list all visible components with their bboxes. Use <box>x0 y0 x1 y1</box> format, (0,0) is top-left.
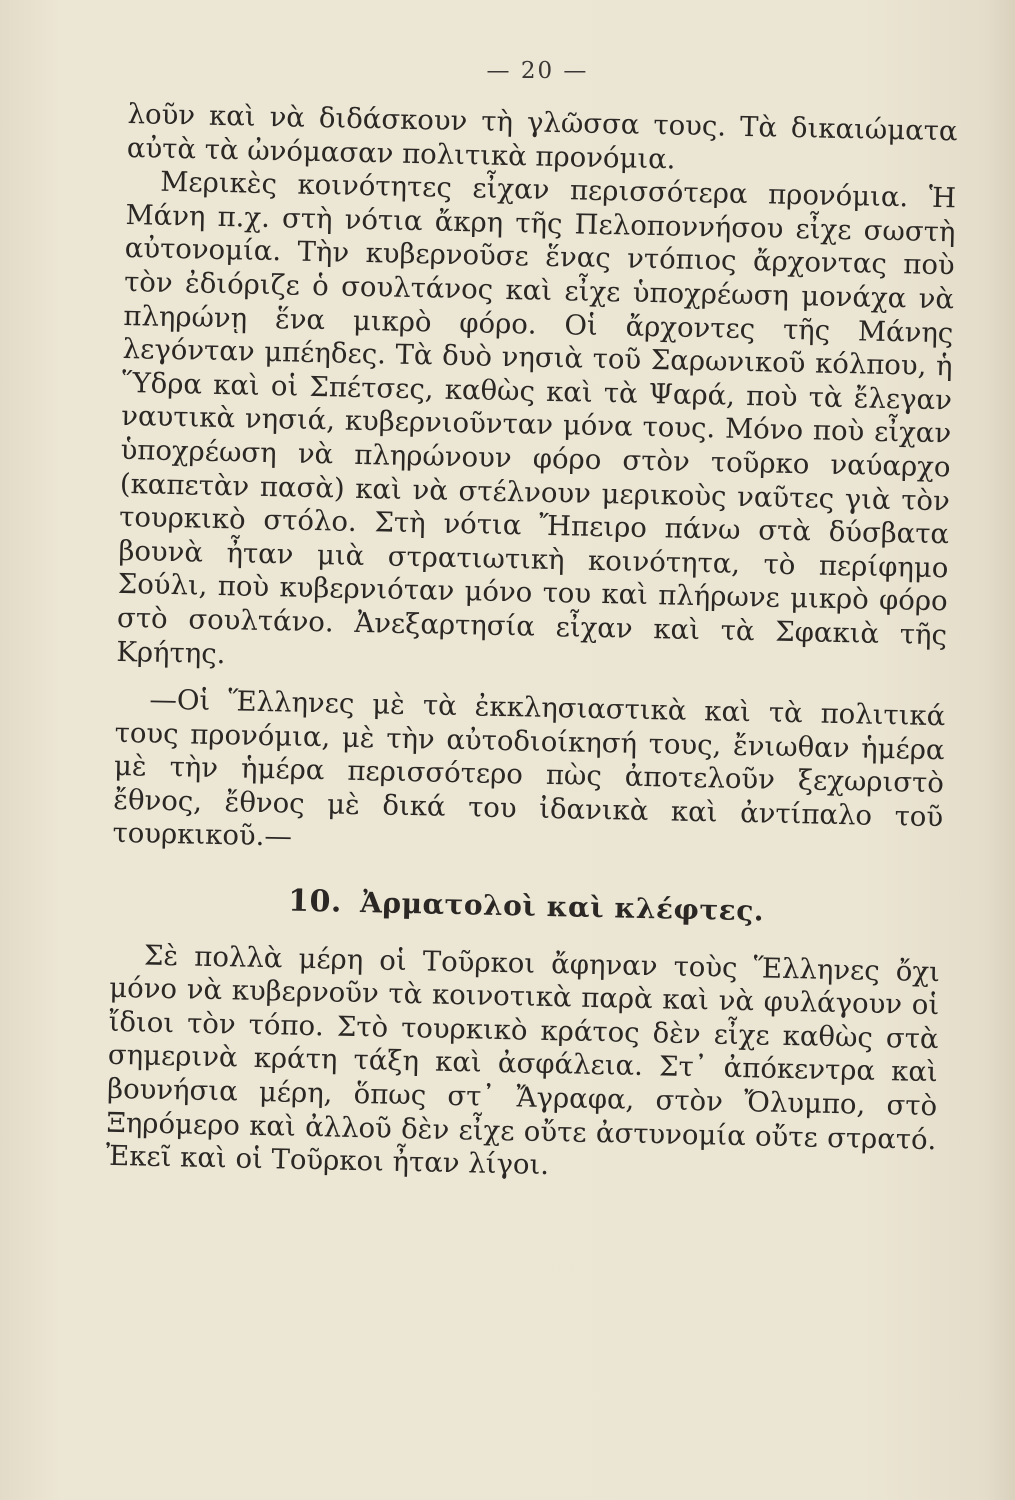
section-number: 10. <box>287 883 343 920</box>
paragraph-conclusion: —Οἱ Ἕλληνες μὲ τὰ ἐκκλησιαστικὰ καὶ τὰ πολιτικά τους προνόμια, μὲ τὴν αὐτοδιοίκησή τους, ἔνιωθαν ἡμέρα μὲ τὴν ἡμέρα περισσότερο πὼς ἀποτελοῦν ξεχωριστὸ ἔθνος, ἔθνος μὲ δικά του ἰδανικὰ καὶ ἀντίπαλο τοῦ τουρκικοῦ.— <box>112 683 946 854</box>
section-heading <box>111 881 942 932</box>
section-title: Ἀρματολοὶ καὶ κλέφτες. <box>359 886 765 928</box>
page-body <box>105 98 957 1191</box>
page-number: — 20 — <box>486 58 589 84</box>
section-paragraph: Σὲ πολλὰ μέρη οἱ Τοῦρκοι ἄφηναν τοὺς Ἕλληνες ὄχι μόνο νὰ κυβερνοῦν τὰ κοινοτικὰ παρὰ καὶ νὰ φυλάγουν οἱ ἴδιοι τὸν τόπο. Στὸ τουρκικὸ κράτος δὲν εἶχε καθὼς στὰ σημερινὰ κράτη τάξη καὶ ἀσφάλεια. Στ᾿ ἀπόκεντρα καὶ βουνήσια μέρη, ὅπως στ᾿ Ἄγραφα, στὸν Ὄλυμπο, στὸ Ξηρόμερο καὶ ἀλλοῦ δὲν εἶχε οὔτε ἀστυνομία οὔτε στρατό. Ἐκεῖ καὶ οἱ Τοῦρκοι ἦταν λίγοι. <box>105 939 941 1182</box>
paragraph-privileges: Μερικὲς κοινότητες εἶχαν περισσότερα προνόμια. Ἡ Μάνη π.χ. στὴ νότια ἄκρη τῆς Πελοποννήσου εἶχε σωστὴ αὐτονομία. Τὴν κυβερνοῦσε ἕνας ντόπιος ἄρχοντας ποὺ τὸν ἐδιόριζε ὁ σουλτάνος καὶ εἶχε ὑποχρέωση μονάχα νὰ πληρώνῃ ἕνα μικρὸ φόρο. Οἱ ἄρχοντες τῆς Μάνης λεγόνταν μπέηδες. Τὰ δυὸ νησιὰ τοῦ Σαρωνικοῦ κόλπου, ἡ Ὕδρα καὶ οἱ Σπέτσες, καθὼς καὶ τὰ Ψαρά, ποὺ τὰ ἔλεγαν ναυτικὰ νησιά, κυβερνιοῦνταν μόνα τους. Μόνο ποὺ εἶχαν ὑποχρέωση νὰ πληρώνουν φόρο στὸν τοῦρκο ναύαρχο (καπετὰν πασὰ) καὶ νὰ στέλνουν μερικοὺς ναῦτες γιὰ τὸν τουρκικὸ στόλο. Στὴ νότια Ἤπειρο πάνω στὰ δύσβατα βουνὰ ἦταν μιὰ στρατιωτικὴ κοινότητα, τὸ περίφημο Σούλι, ποὺ κυβερνιόταν μόνο του καὶ πλήρωνε μικρὸ φόρο στὸ σουλτάνο. Ἀνεξαρτησία εἶχαν καὶ τὰ Σφακιὰ τῆς Κρήτης. <box>116 165 957 670</box>
paragraph-continuation: λοῦν καὶ νὰ διδάσκουν τὴ γλῶσσα τους. Τὰ δικαιώματα αὐτὰ τὰ ὠνόμασαν πολιτικὰ προνόμια. <box>126 98 958 176</box>
